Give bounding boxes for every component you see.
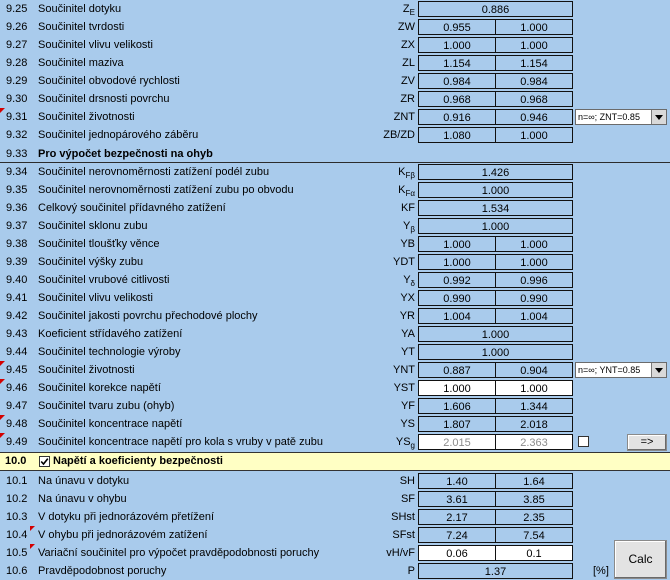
- value-cell-pinion: 1.40: [418, 473, 496, 489]
- row-label: V dotyku při jednorázovém přetížení: [38, 511, 215, 523]
- row-number: 9.27: [6, 39, 28, 51]
- input-cell-pinion[interactable]: 1.000: [418, 380, 496, 396]
- row-number: 9.46: [6, 382, 28, 394]
- row-symbol: YA: [401, 328, 415, 340]
- chevron-down-icon[interactable]: [651, 110, 666, 124]
- row-9-27: [0, 36, 670, 54]
- value-cell-gear: 2.018: [495, 416, 573, 432]
- section-number: 10.0: [5, 455, 27, 467]
- row-label: Součinitel koncentrace napětí: [38, 418, 183, 430]
- row-label: Součinitel výšky zubu: [38, 256, 144, 268]
- checkmark-icon: [40, 457, 49, 466]
- row-symbol: YB: [400, 238, 415, 250]
- arrow-button[interactable]: =>: [627, 434, 667, 451]
- value-cell-pinion: 1.606: [418, 398, 496, 414]
- row-label: Součinitel vlivu velikosti: [38, 292, 153, 304]
- value-cell: 1.000: [418, 182, 573, 198]
- row-number: 9.39: [6, 256, 28, 268]
- row-label: Součinitel maziva: [38, 57, 124, 69]
- row-9-45: [0, 361, 670, 379]
- row-9-29: [0, 72, 670, 90]
- row-number: 9.37: [6, 220, 28, 232]
- row-number: 9.47: [6, 400, 28, 412]
- value-cell-gear: 1.000: [495, 19, 573, 35]
- value-cell-gear: 3.85: [495, 491, 573, 507]
- row-symbol: ZR: [400, 93, 415, 105]
- row-9-28: [0, 54, 670, 72]
- subsection-heading: Pro výpočet bezpečnosti na ohyb: [38, 148, 213, 160]
- row-symbol: KF: [400, 202, 415, 214]
- value-cell-pinion: 1.004: [418, 308, 496, 324]
- value-cell-pinion: 1.154: [418, 55, 496, 71]
- row-symbol: $YS_g$: [395, 436, 415, 451]
- row-10-2: [0, 490, 670, 508]
- row-number: 9.25: [6, 3, 28, 15]
- row-number: 9.30: [6, 93, 28, 105]
- row-9-44: [0, 343, 670, 361]
- row-symbol: YS: [400, 418, 415, 430]
- value-cell-pinion: 1.080: [418, 127, 496, 143]
- row-10-1: [0, 472, 670, 490]
- value-cell-pinion: 0.916: [418, 109, 496, 125]
- row-9-31: [0, 108, 670, 126]
- comment-marker-icon[interactable]: [30, 526, 35, 531]
- row-number: 9.28: [6, 57, 28, 69]
- row-label: Variační součinitel pro výpočet pravděpodobnosti poruchy: [38, 547, 320, 559]
- row-10-6: [0, 562, 670, 580]
- row-number: 9.29: [6, 75, 28, 87]
- row-symbol: $Y_\delta$: [403, 274, 415, 289]
- row-symbol: $Z_E$: [402, 3, 415, 18]
- row-symbol: YR: [399, 310, 415, 322]
- value-cell-gear: 0.990: [495, 290, 573, 306]
- row-label: Koeficient střídavého zatížení: [38, 328, 183, 340]
- comment-marker-icon[interactable]: [0, 433, 5, 438]
- value-cell-gear: 1.000: [495, 254, 573, 270]
- value-cell-pinion: 0.992: [418, 272, 496, 288]
- value-cell-gear: 2.35: [495, 509, 573, 525]
- value-cell-gear: 1.000: [495, 127, 573, 143]
- row-number: 9.40: [6, 274, 28, 286]
- value-cell-gear: 0.904: [495, 362, 573, 378]
- value-cell-gear: 1.154: [495, 55, 573, 71]
- value-cell-gear: 0.984: [495, 73, 573, 89]
- row-number: 9.36: [6, 202, 28, 214]
- value-cell: 1.37: [418, 563, 573, 579]
- row-number: 10.3: [6, 511, 28, 523]
- row-symbol: YST: [393, 382, 415, 394]
- row-label: Součinitel životnosti: [38, 364, 135, 376]
- znt-dropdown-value: n=∞; ZNT=0.85: [578, 112, 640, 122]
- unit-label: [%]: [593, 565, 609, 577]
- row-label: Součinitel životnosti: [38, 111, 135, 123]
- input-cell-vh[interactable]: 0.06: [418, 545, 496, 561]
- row-9-42: [0, 307, 670, 325]
- row-label: Součinitel tvrdosti: [38, 21, 125, 33]
- row-9-46: [0, 379, 670, 397]
- row-number: 9.48: [6, 418, 28, 430]
- row-10-4: [0, 526, 670, 544]
- row-9-33: [0, 145, 670, 163]
- value-cell-gear: 0.946: [495, 109, 573, 125]
- value-cell-pinion: 1.000: [418, 236, 496, 252]
- row-symbol: SH: [399, 475, 415, 487]
- row-number: 9.34: [6, 166, 28, 178]
- value-cell-pinion: 0.955: [418, 19, 496, 35]
- row-number: 10.2: [6, 493, 28, 505]
- row-symbol: YNT: [393, 364, 415, 376]
- row-label: Součinitel vlivu velikosti: [38, 39, 153, 51]
- row-symbol: ZW: [397, 21, 415, 33]
- row-9-41: [0, 289, 670, 307]
- row-label: Pravděpodobnost poruchy: [38, 565, 167, 577]
- calc-button[interactable]: Calc: [614, 540, 667, 579]
- znt-dropdown[interactable]: [575, 109, 667, 125]
- value-cell-pinion: 7.24: [418, 527, 496, 543]
- value-cell: 1.000: [418, 218, 573, 234]
- row-label: Součinitel sklonu zubu: [38, 220, 148, 232]
- row-number: 9.32: [6, 129, 28, 141]
- row-9-26: [0, 18, 670, 36]
- input-cell-gear[interactable]: 1.000: [495, 380, 573, 396]
- value-cell: 1.000: [418, 344, 573, 360]
- row-symbol: YDT: [393, 256, 415, 268]
- value-cell-gear: 1.64: [495, 473, 573, 489]
- row-9-47: [0, 397, 670, 415]
- row-9-40: [0, 271, 670, 289]
- value-cell-gear: 7.54: [495, 527, 573, 543]
- row-symbol: $K_{F\alpha}$: [398, 184, 415, 199]
- row-label: Součinitel koncentrace napětí pro kola s vruby v patě zubu: [38, 436, 323, 448]
- row-number: 9.43: [6, 328, 28, 340]
- row-symbol: ZV: [400, 75, 415, 87]
- row-label: Součinitel jakosti povrchu přechodové plochy: [38, 310, 258, 322]
- row-9-48: [0, 415, 670, 433]
- row-9-25: [0, 0, 670, 18]
- row-9-37: [0, 217, 670, 235]
- row-9-43: [0, 325, 670, 343]
- section-checkbox[interactable]: [39, 456, 50, 467]
- row-symbol: YF: [400, 400, 415, 412]
- value-cell-pinion: 1.807: [418, 416, 496, 432]
- section-header: [0, 452, 670, 471]
- value-cell-pinion: 1.000: [418, 254, 496, 270]
- ynt-dropdown[interactable]: [575, 362, 667, 378]
- value-cell-pinion: 2.17: [418, 509, 496, 525]
- row-label: Součinitel technologie výroby: [38, 346, 181, 358]
- row-symbol: ZB/ZD: [383, 129, 415, 141]
- value-cell: 1.000: [418, 326, 573, 342]
- row-9-32: [0, 126, 670, 144]
- row-9-38: [0, 235, 670, 253]
- value-cell-pinion: 0.968: [418, 91, 496, 107]
- value-cell-pinion: 0.990: [418, 290, 496, 306]
- value-cell-pinion: 0.887: [418, 362, 496, 378]
- row-symbol: YX: [400, 292, 415, 304]
- row-number: 10.5: [6, 547, 28, 559]
- row-9-34: [0, 163, 670, 181]
- row-symbol: ZX: [400, 39, 415, 51]
- value-cell: 0.886: [418, 1, 573, 17]
- row-9-49: [0, 433, 670, 451]
- row-10-5: [0, 544, 670, 562]
- row-symbol: vH/vF: [386, 547, 415, 559]
- row-label: Součinitel nerovnoměrnosti zatížení zubu po obvodu: [38, 184, 294, 196]
- row-number: 9.35: [6, 184, 28, 196]
- row-symbol: SFst: [392, 529, 415, 541]
- value-cell: 1.534: [418, 200, 573, 216]
- row-label: Součinitel jednopárového záběru: [38, 129, 199, 141]
- row-number: 9.31: [6, 111, 28, 123]
- row-label: Na únavu v ohybu: [38, 493, 127, 505]
- row-label: Součinitel tloušťky věnce: [38, 238, 160, 250]
- chevron-down-icon[interactable]: [651, 363, 666, 377]
- notch-checkbox[interactable]: [578, 436, 589, 447]
- row-number: 9.42: [6, 310, 28, 322]
- row-label: Součinitel vrubové citlivosti: [38, 274, 170, 286]
- input-cell-vf[interactable]: 0.1: [495, 545, 573, 561]
- row-symbol: ZL: [402, 57, 415, 69]
- row-number: 9.49: [6, 436, 28, 448]
- row-symbol: ZNT: [393, 111, 415, 123]
- row-number: 9.45: [6, 364, 28, 376]
- row-9-39: [0, 253, 670, 271]
- value-cell-gear: 0.968: [495, 91, 573, 107]
- row-label: V ohybu při jednorázovém zatížení: [38, 529, 208, 541]
- row-number: 9.26: [6, 21, 28, 33]
- row-symbol: P: [407, 565, 415, 577]
- row-10-3: [0, 508, 670, 526]
- row-9-35: [0, 181, 670, 199]
- comment-marker-icon[interactable]: [30, 544, 35, 549]
- section-title: Napětí a koeficienty bezpečnosti: [53, 455, 223, 467]
- row-symbol: $Y_\beta$: [403, 220, 415, 235]
- row-label: Součinitel dotyku: [38, 3, 122, 15]
- input-cell-pinion[interactable]: 2.015: [418, 434, 496, 450]
- value-cell-gear: 1.000: [495, 37, 573, 53]
- comment-marker-icon[interactable]: [0, 415, 5, 420]
- comment-marker-icon[interactable]: [0, 108, 5, 113]
- row-symbol: YT: [400, 346, 415, 358]
- comment-marker-icon[interactable]: [0, 379, 5, 384]
- value-cell-gear: 1.004: [495, 308, 573, 324]
- value-cell-pinion: 0.984: [418, 73, 496, 89]
- row-number: 9.33: [6, 148, 28, 160]
- row-label: Součinitel obvodové rychlosti: [38, 75, 180, 87]
- row-label: Součinitel korekce napětí: [38, 382, 161, 394]
- input-cell-gear[interactable]: 2.363: [495, 434, 573, 450]
- comment-marker-icon[interactable]: [0, 361, 5, 366]
- row-label: Celkový součinitel přídavného zatížení: [38, 202, 226, 214]
- row-number: 9.44: [6, 346, 28, 358]
- row-number: 10.4: [6, 529, 28, 541]
- ynt-dropdown-value: n=∞; YNT=0.85: [578, 365, 641, 375]
- row-label: Na únavu v dotyku: [38, 475, 130, 487]
- row-symbol: SF: [400, 493, 415, 505]
- row-symbol: $K_{F\beta}$: [398, 166, 415, 181]
- row-label: Součinitel nerovnoměrnosti zatížení podél zubu: [38, 166, 270, 178]
- row-number: 10.1: [6, 475, 28, 487]
- row-symbol: SHst: [391, 511, 415, 523]
- value-cell: 1.426: [418, 164, 573, 180]
- row-number: 10.6: [6, 565, 28, 577]
- value-cell-gear: 1.344: [495, 398, 573, 414]
- row-number: 9.41: [6, 292, 28, 304]
- value-cell-pinion: 1.000: [418, 37, 496, 53]
- row-9-36: [0, 199, 670, 217]
- value-cell-pinion: 3.61: [418, 491, 496, 507]
- value-cell-gear: 0.996: [495, 272, 573, 288]
- value-cell-gear: 1.000: [495, 236, 573, 252]
- row-label: Součinitel tvaru zubu (ohyb): [38, 400, 175, 412]
- row-label: Součinitel drsnosti povrchu: [38, 93, 170, 105]
- row-9-30: [0, 90, 670, 108]
- row-number: 9.38: [6, 238, 28, 250]
